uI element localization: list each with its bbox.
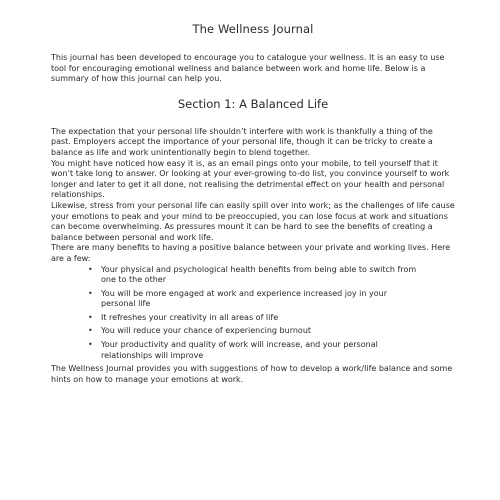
body-paragraph: There are many benefits to having a positive balance between your private and working lives. Here are a few: xyxy=(51,243,451,263)
list-item: • It refreshes your creativity in all areas of life xyxy=(88,313,419,324)
body-paragraph: You might have noticed how easy it is, as an email pings onto your mobile, to tell yourself that it won’t take long to answer. Or looking at your ever-growing to-do list, you convince yourself to work longer and later to get it all done, not realising the detrimental effect on your health and personal relationships. xyxy=(51,158,450,200)
intro-paragraph: This journal has been developed to encourage you to catalogue your wellness. It is an easy to use tool for encouraging emotional wellness and balance between work and home life. Below is a summary of how this journal can help you. xyxy=(51,53,445,84)
closing-paragraph: The Wellness Journal provides you with suggestions of how to develop a work/life balance and some hints on how to manage your emotions at work. xyxy=(51,364,453,384)
list-item: • You will reduce your chance of experiencing burnout xyxy=(88,326,419,337)
section-title: Section 1: A Balanced Life xyxy=(177,96,329,111)
body-paragraph: Likewise, stress from your personal life can easily spill over into work; as the challenges of life cause your emotions to peak and your mind to be preoccupied, you can lose focus at work and situations can become overwhelming. As pressures mount it can be hard to see the benefits of creating a balance between personal and work life. xyxy=(51,200,455,242)
body-paragraph: The expectation that your personal life shouldn’t interfere with work is thankfully a thing of the past. Employers accept the importance of your personal life, though it can be tricky to create a balance as life and work unintentionally begin to blend together. xyxy=(51,126,433,157)
document-title: The Wellness Journal xyxy=(192,22,314,36)
benefits-list xyxy=(51,265,455,362)
document-page xyxy=(51,22,455,385)
list-item: • Your physical and psychological health benefits from being able to switch from one to the other xyxy=(88,265,419,286)
list-item: • You will be more engaged at work and experience increased joy in your personal life xyxy=(88,289,419,310)
list-item: • Your productivity and quality of work will increase, and your personal relationships will improve xyxy=(88,340,419,361)
